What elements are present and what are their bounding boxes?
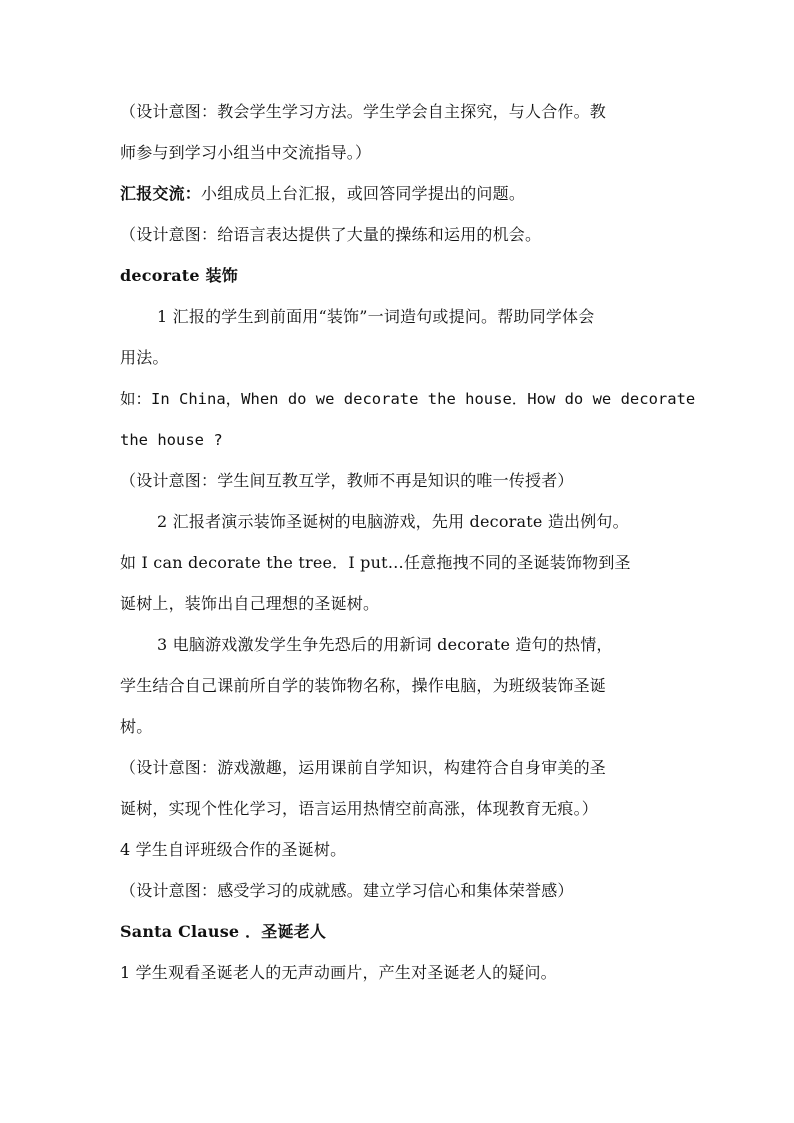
report-exchange-heading: 汇报交流： bbox=[120, 184, 202, 203]
design-intent-line: （设计意图：给语言表达提供了大量的操练和运用的机会。 bbox=[120, 225, 542, 244]
example-sentence-line: 如：In China，When do we decorate the house．How do we decorate bbox=[120, 390, 696, 408]
body-line: 2 汇报者演示装饰圣诞树的电脑游戏，先用 decorate 造出例句。 bbox=[157, 512, 629, 531]
body-line: 3 电脑游戏激发学生争先恐后的用新词 decorate 造句的热情， bbox=[157, 635, 613, 654]
report-exchange-text: 小组成员上台汇报，或回答同学提出的问题。 bbox=[201, 184, 526, 203]
section-heading-santa: Santa Clause ．圣诞老人 bbox=[120, 922, 327, 941]
design-intent-line: 诞树，实现个性化学习，语言运用热情空前高涨，体现教育无痕。） bbox=[120, 799, 599, 818]
design-intent-line: （设计意图：教会学生学习方法。学生学会自主探究，与人合作。教 bbox=[120, 102, 607, 121]
body-line: 如 I can decorate the tree．I put…任意拖拽不同的圣诞装饰物到圣 bbox=[120, 553, 631, 572]
example-sentence-line: the house ? bbox=[120, 431, 223, 449]
design-intent-line: （设计意图：感受学习的成就感。建立学习信心和集体荣誉感） bbox=[120, 881, 574, 900]
section-heading-decorate: decorate 装饰 bbox=[120, 266, 238, 285]
document-body bbox=[120, 102, 696, 983]
body-line: 4 学生自评班级合作的圣诞树。 bbox=[120, 840, 347, 859]
body-line: 1 学生观看圣诞老人的无声动画片，产生对圣诞老人的疑问。 bbox=[120, 963, 557, 982]
design-intent-line: 师参与到学习小组当中交流指导。） bbox=[120, 143, 372, 162]
body-line: 树。 bbox=[120, 717, 153, 736]
body-line: 1 汇报的学生到前面用“装饰”一词造句或提问。帮助同学体会 bbox=[157, 307, 595, 326]
design-intent-line: （设计意图：学生间互教互学，教师不再是知识的唯一传授者） bbox=[120, 471, 574, 490]
body-line: 用法。 bbox=[120, 348, 169, 367]
body-line: 学生结合自己课前所自学的装饰物名称，操作电脑，为班级装饰圣诞 bbox=[120, 676, 607, 695]
body-line: 诞树上，装饰出自己理想的圣诞树。 bbox=[120, 594, 380, 613]
report-exchange-paragraph bbox=[120, 184, 680, 204]
design-intent-line: （设计意图：游戏激趣，运用课前自学知识，构建符合自身审美的圣 bbox=[120, 758, 607, 777]
